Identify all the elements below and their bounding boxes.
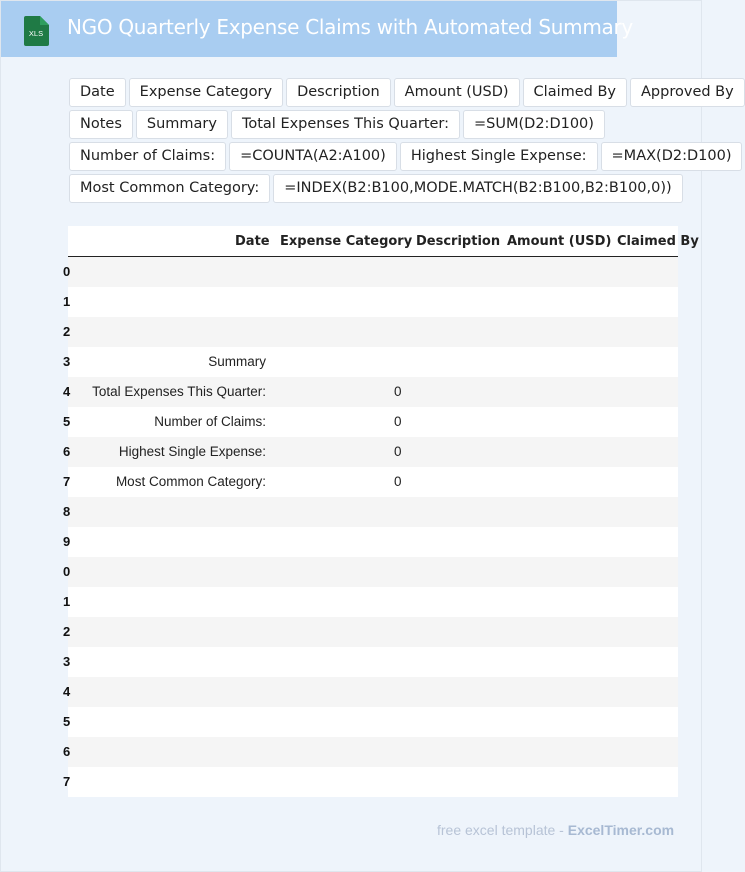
row-number: 4 — [63, 684, 71, 699]
table-row — [63, 617, 678, 647]
title-bar — [1, 1, 633, 57]
footer — [437, 822, 674, 838]
row-number: 1 — [63, 594, 71, 609]
row-number: 6 — [63, 744, 71, 759]
row-number: 4 — [63, 384, 71, 399]
row-number: 0 — [63, 564, 71, 579]
chip-number-of-claims-label[interactable]: Number of Claims: — [69, 142, 226, 171]
chip-amount[interactable]: Amount (USD) — [394, 78, 520, 107]
chip-most-common-formula[interactable]: =INDEX(B2:B100,MODE.MATCH(B2:B100,B2:B100,0)) — [273, 174, 682, 203]
row-number: 3 — [63, 654, 71, 669]
column-header-claimed-by: Claimed By — [617, 234, 699, 249]
table-row — [63, 257, 678, 287]
chip-row-3 — [69, 142, 732, 171]
chip-approved-by[interactable]: Approved By — [630, 78, 745, 107]
column-header-date: Date — [235, 234, 270, 249]
xls-icon-label: XLS — [28, 29, 44, 38]
row-number: 5 — [63, 414, 71, 429]
table-row — [63, 467, 678, 497]
table-row — [63, 377, 678, 407]
row-number: 7 — [63, 774, 71, 789]
table-row — [63, 347, 678, 377]
table-row — [63, 287, 678, 317]
chip-row-4 — [69, 174, 699, 203]
chip-highest-expense-formula[interactable]: =MAX(D2:D100) — [601, 142, 743, 171]
table-row — [63, 647, 678, 677]
row-label: Number of Claims: — [154, 414, 266, 429]
row-number: 0 — [63, 264, 71, 279]
page-title: NGO Quarterly Expense Claims with Automated Summary — [67, 15, 633, 39]
table-row — [63, 767, 678, 797]
row-label: Summary — [208, 354, 266, 369]
table-row — [63, 707, 678, 737]
column-header-amount: Amount (USD) — [507, 234, 612, 249]
row-label: Most Common Category: — [115, 474, 266, 489]
row-number: 9 — [63, 534, 71, 549]
xls-file-icon — [21, 15, 51, 47]
row-label: Highest Single Expense: — [118, 444, 266, 459]
row-value: 0 — [394, 384, 402, 399]
chip-claimed-by[interactable]: Claimed By — [523, 78, 627, 107]
table-row — [63, 437, 678, 467]
row-number: 3 — [63, 354, 71, 369]
spreadsheet-preview — [63, 226, 699, 797]
row-number: 5 — [63, 714, 71, 729]
chip-description[interactable]: Description — [286, 78, 391, 107]
chip-summary[interactable]: Summary — [136, 110, 228, 139]
table-row — [63, 527, 678, 557]
table-row — [63, 587, 678, 617]
footer-prefix: free excel template - — [437, 822, 564, 838]
row-value: 0 — [394, 444, 402, 459]
chip-most-common-label[interactable]: Most Common Category: — [69, 174, 270, 203]
row-label: Total Expenses This Quarter: — [92, 384, 266, 399]
chip-row-1 — [69, 78, 734, 107]
row-number: 2 — [63, 624, 71, 639]
table-row — [63, 557, 678, 587]
chip-row-2 — [69, 110, 699, 139]
chip-total-expenses-formula[interactable]: =SUM(D2:D100) — [463, 110, 605, 139]
table-row — [63, 677, 678, 707]
footer-brand-link[interactable]: ExcelTimer.com — [567, 822, 675, 838]
table-header — [68, 226, 699, 257]
row-number: 8 — [63, 504, 71, 519]
chip-total-expenses-label[interactable]: Total Expenses This Quarter: — [231, 110, 460, 139]
chip-expense-category[interactable]: Expense Category — [129, 78, 283, 107]
chip-number-of-claims-formula[interactable]: =COUNTA(A2:A100) — [229, 142, 397, 171]
column-header-expense-category: Expense Category — [280, 234, 413, 249]
table-row — [63, 407, 678, 437]
chip-panel — [69, 78, 734, 206]
row-number: 2 — [63, 324, 71, 339]
row-number: 1 — [63, 294, 71, 309]
row-number: 7 — [63, 474, 71, 489]
table-row — [63, 497, 678, 527]
table-row — [63, 317, 678, 347]
table-row — [63, 737, 678, 767]
row-number: 6 — [63, 444, 71, 459]
row-value: 0 — [394, 474, 402, 489]
row-value: 0 — [394, 414, 402, 429]
chip-notes[interactable]: Notes — [69, 110, 133, 139]
chip-date[interactable]: Date — [69, 78, 126, 107]
column-header-description: Description — [416, 234, 501, 249]
chip-highest-expense-label[interactable]: Highest Single Expense: — [400, 142, 598, 171]
